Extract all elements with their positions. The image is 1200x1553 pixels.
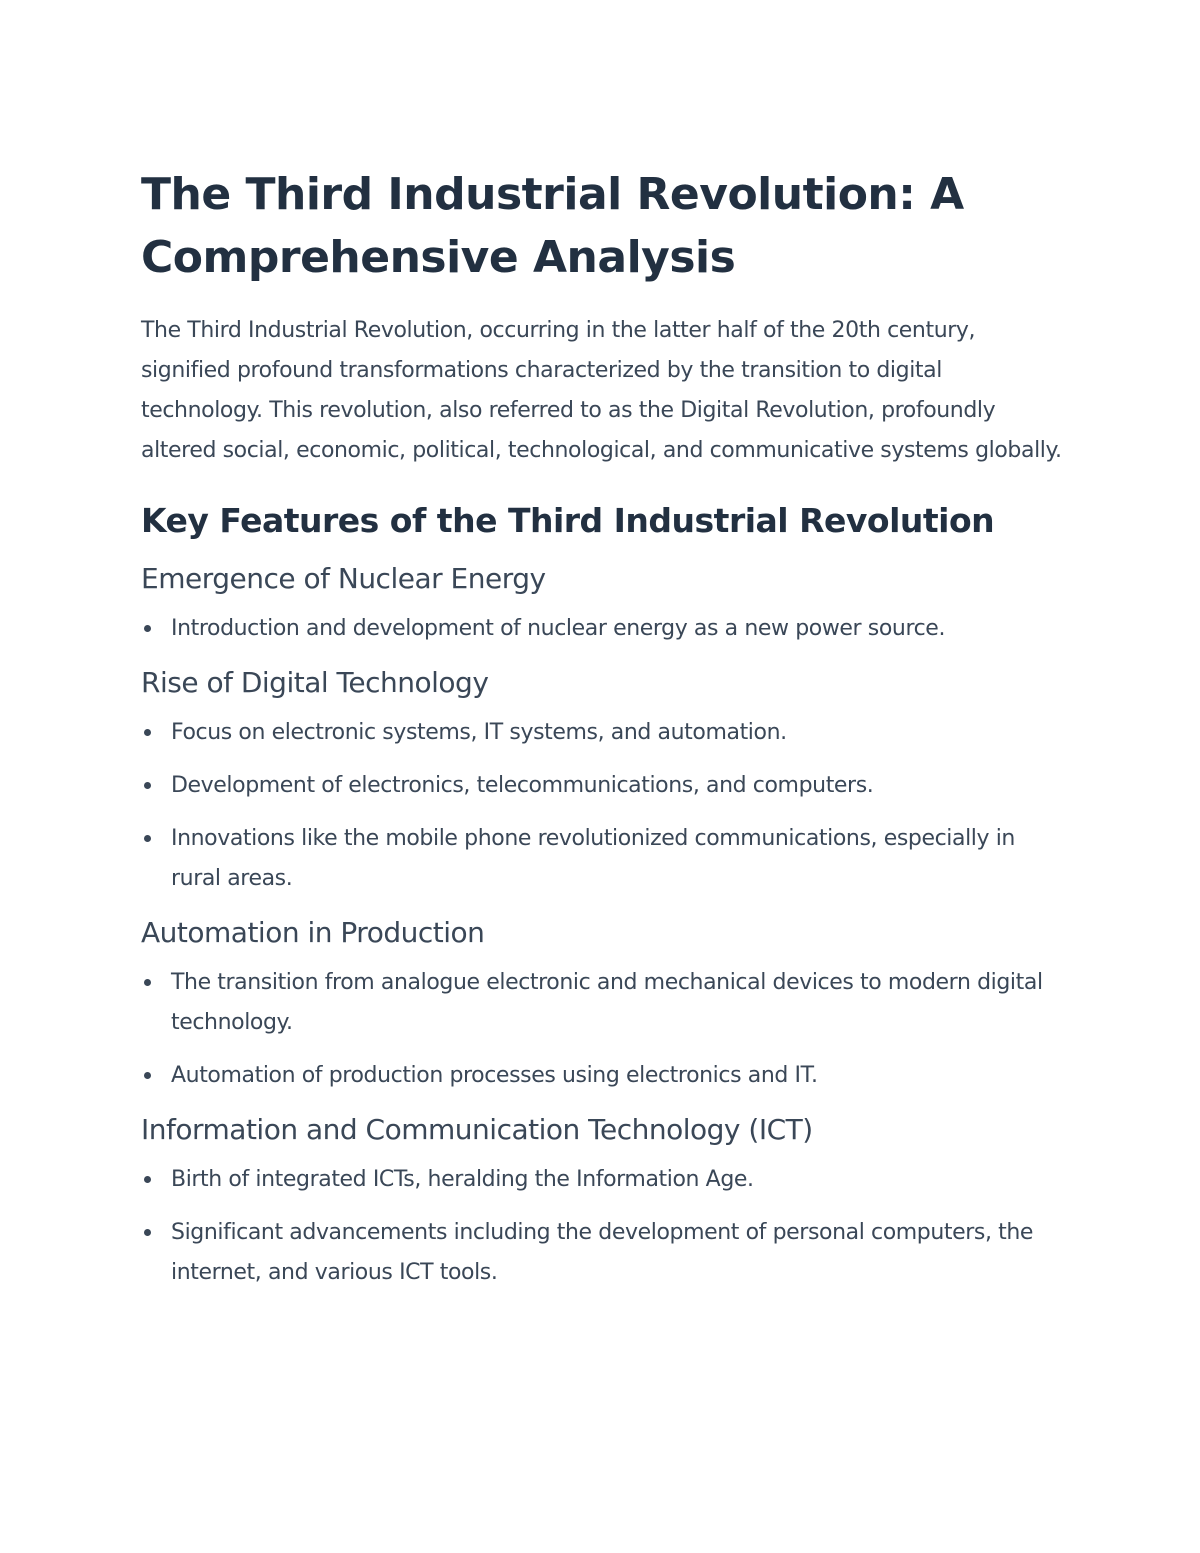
list-item	[141, 819, 1066, 899]
bullet-icon	[144, 835, 151, 842]
bullet-list	[141, 609, 1066, 649]
list-item-text: Introduction and development of nuclear energy as a new power source.	[171, 616, 946, 641]
bullet-icon	[144, 782, 151, 789]
list-item	[141, 609, 1066, 649]
list-item	[141, 713, 1066, 753]
subsection-nuclear-energy	[141, 559, 1066, 649]
bullet-icon	[144, 979, 151, 986]
document-page	[141, 163, 1066, 1306]
subsection-ict	[141, 1110, 1066, 1293]
bullet-icon	[144, 1072, 151, 1079]
list-item	[141, 963, 1066, 1043]
document-title: The Third Industrial Revolution: A Comprehensive Analysis	[141, 169, 964, 283]
subsection-heading: Automation in Production	[141, 916, 485, 949]
bullet-list	[141, 963, 1066, 1096]
list-item-text: Innovations like the mobile phone revolutionized communications, especially in rural areas.	[171, 826, 1015, 891]
subsection-digital-technology	[141, 663, 1066, 899]
bullet-icon	[144, 729, 151, 736]
list-item-text: The transition from analogue electronic and mechanical devices to modern digital technology.	[171, 970, 1043, 1035]
bullet-icon	[144, 1229, 151, 1236]
list-item	[141, 1213, 1066, 1293]
list-item	[141, 1056, 1066, 1096]
list-item	[141, 766, 1066, 806]
list-item-text: Automation of production processes using electronics and IT.	[171, 1063, 818, 1088]
list-item-text: Significant advancements including the development of personal computers, the internet, and various ICT tools.	[171, 1220, 1034, 1285]
list-item-text: Birth of integrated ICTs, heralding the Information Age.	[171, 1167, 754, 1192]
list-item-text: Development of electronics, telecommunications, and computers.	[171, 773, 874, 798]
bullet-list	[141, 713, 1066, 899]
subsection-heading: Information and Communication Technology (ICT)	[141, 1113, 813, 1146]
bullet-icon	[144, 625, 151, 632]
list-item-text: Focus on electronic systems, IT systems, and automation.	[171, 720, 787, 745]
section-heading-key-features: Key Features of the Third Industrial Revolution	[141, 501, 995, 540]
bullet-icon	[144, 1176, 151, 1183]
list-item	[141, 1160, 1066, 1200]
bullet-list	[141, 1160, 1066, 1293]
intro-paragraph: The Third Industrial Revolution, occurring in the latter half of the 20th century, signified profound transformations characterized by the transition to digital technology. This revolution, also referred to as the Digital Revolution, profoundly altered social, economic, political, technological, and communicative systems globally.	[141, 318, 1062, 463]
subsection-automation	[141, 913, 1066, 1096]
subsection-heading: Rise of Digital Technology	[141, 666, 489, 699]
subsection-heading: Emergence of Nuclear Energy	[141, 562, 546, 595]
